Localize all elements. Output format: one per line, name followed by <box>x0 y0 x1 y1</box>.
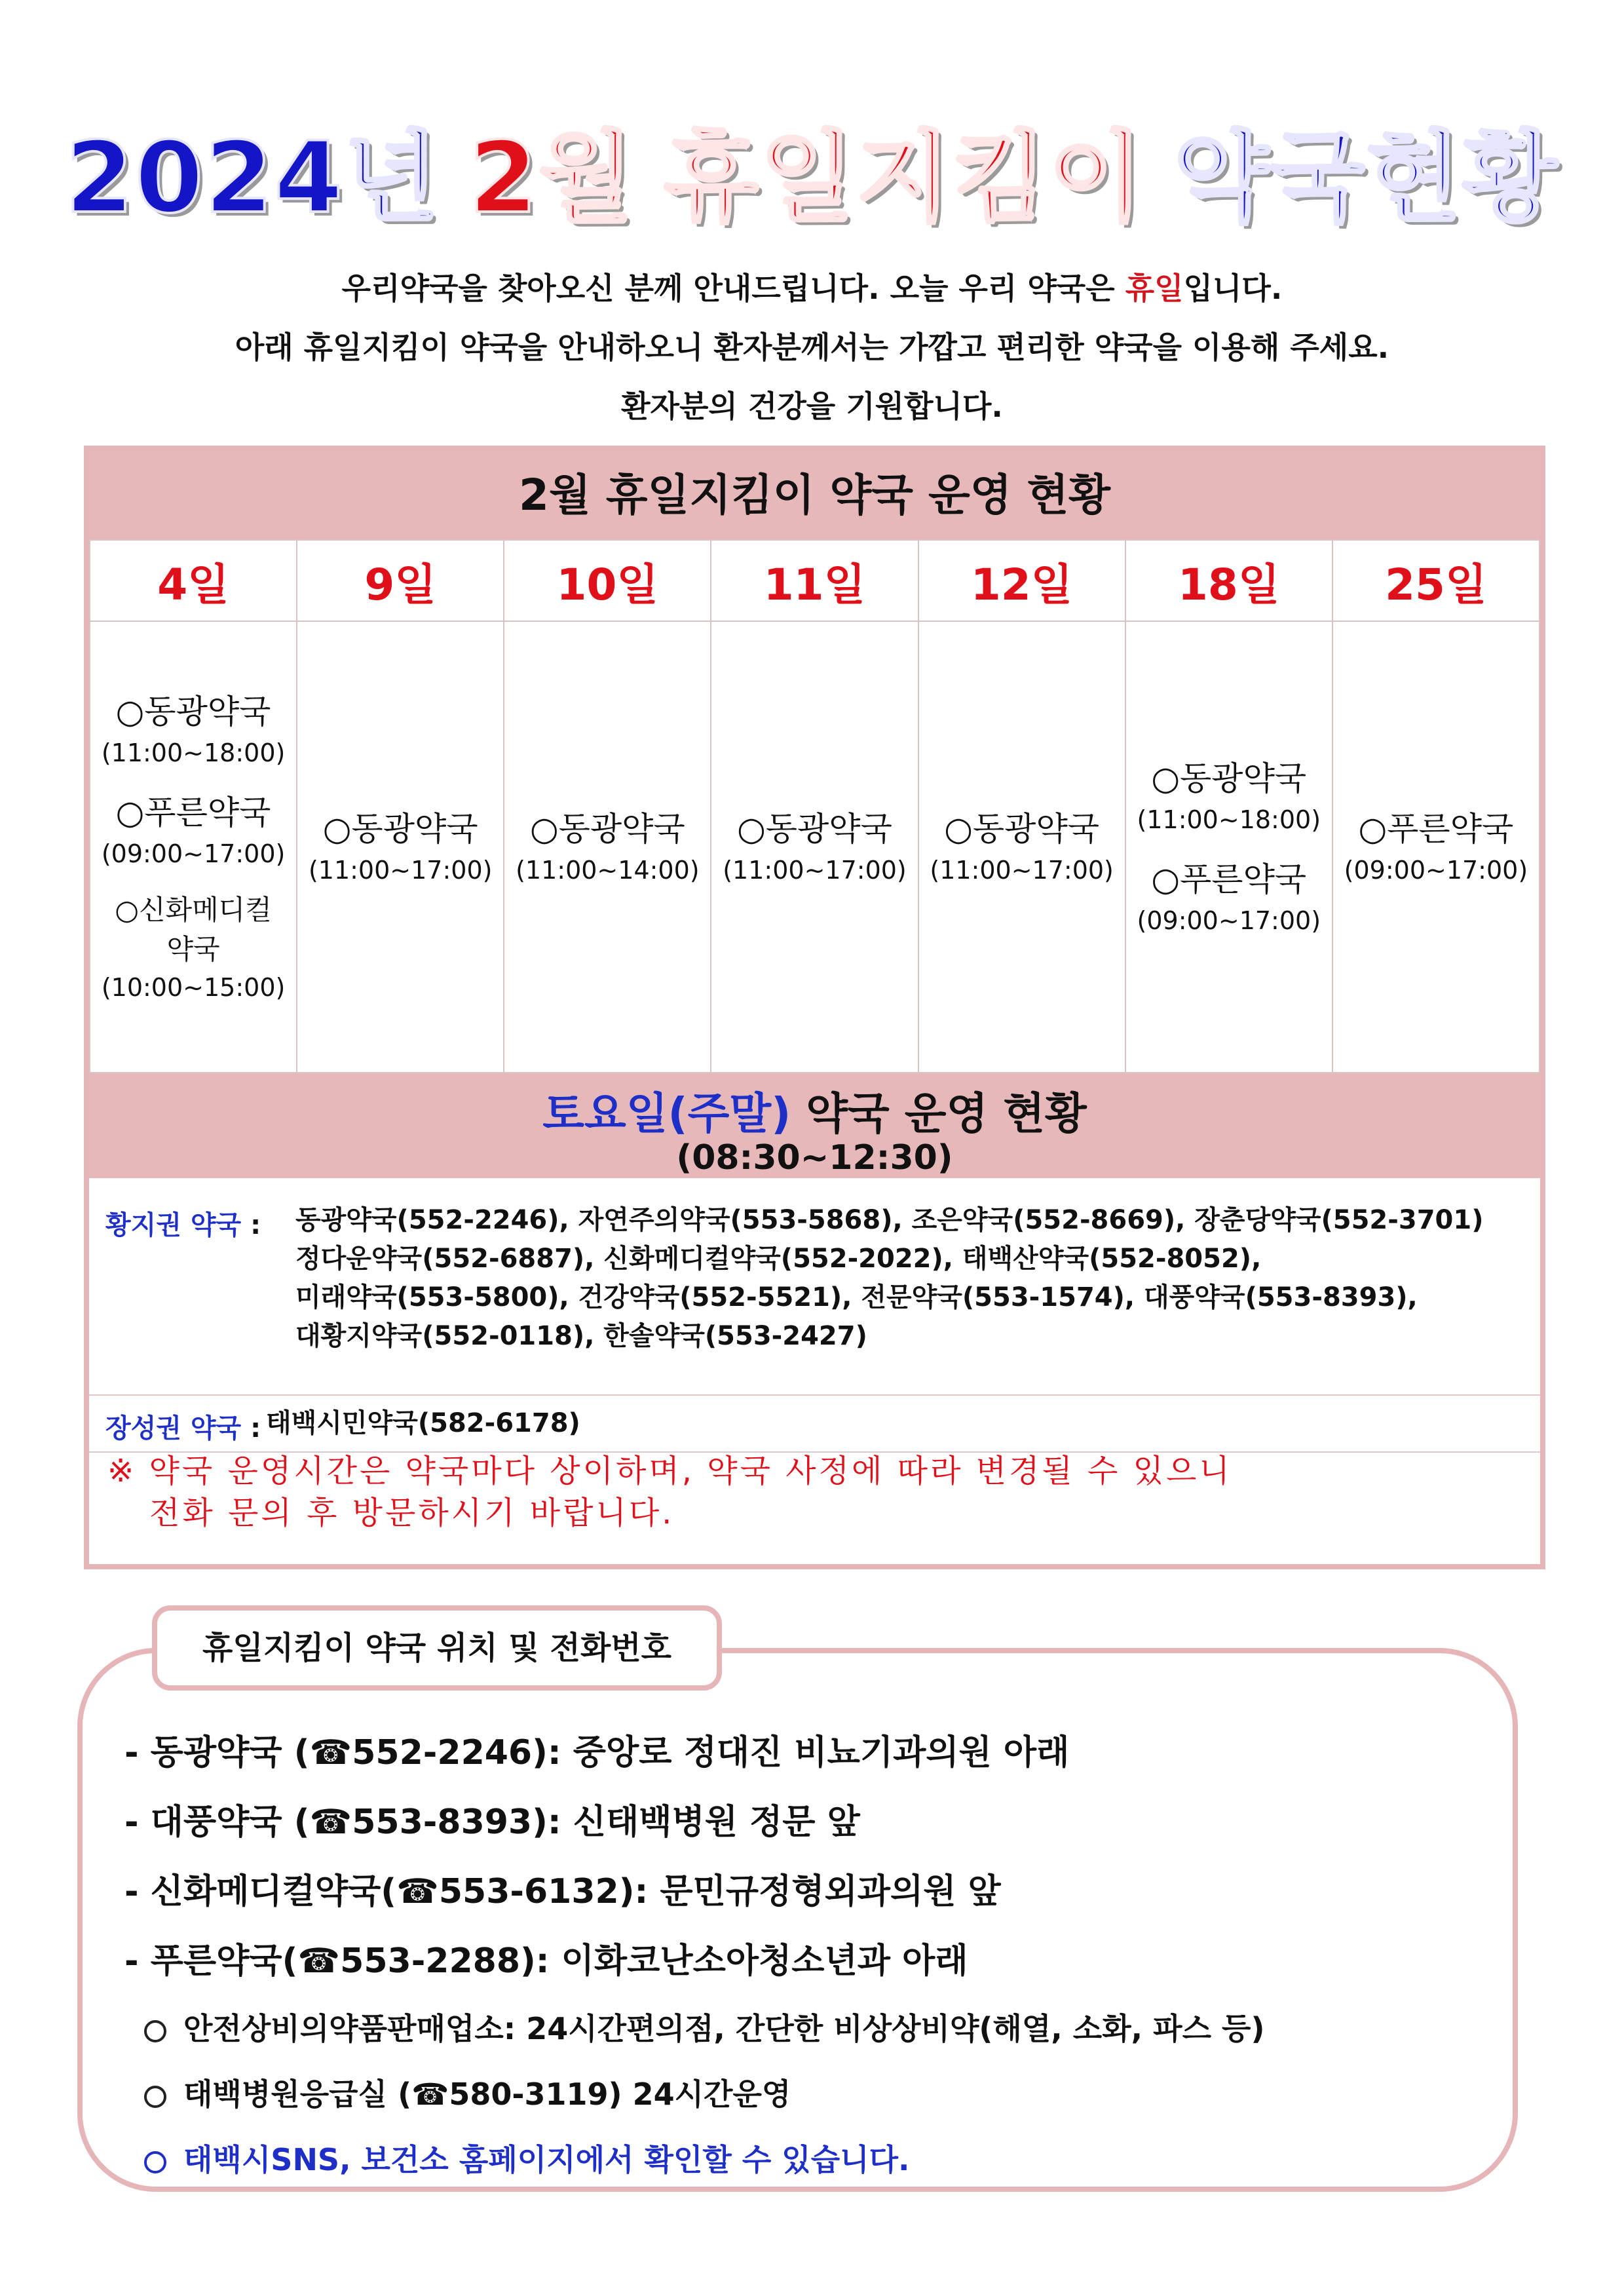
pharmacy-entry <box>1334 806 1538 889</box>
pharmacy-name: ○동광약국 <box>1151 759 1307 797</box>
info-item: - 신화메디컬약국(☎553-6132): 문민규정형외과의원 앞 <box>124 1872 1001 1911</box>
pharmacy-name: ○동광약국 <box>529 809 685 848</box>
info-sub-item <box>144 2127 1264 2192</box>
date-header: 12일 <box>918 540 1125 621</box>
intro-line-1-a: 우리약국을 찾아오신 분께 안내드립니다. 오늘 우리 약국은 <box>341 271 1125 306</box>
region-hwangji <box>89 1178 1540 1396</box>
date-header: 11일 <box>711 540 918 621</box>
notice-line-2: 전화 문의 후 방문하시기 바랍니다. <box>149 1495 675 1531</box>
pharmacy-hours: (11:00~17:00) <box>723 855 907 885</box>
circle-bullet-icon <box>144 2151 166 2173</box>
pharmacy-hours: (11:00~18:00) <box>101 738 286 767</box>
saturday-hours: (08:30~12:30) <box>676 1138 953 1177</box>
pharmacy-hours: (09:00~17:00) <box>1137 906 1321 935</box>
region-line: 미래약국(553-5800), 건강약국(552-5521), 전문약국(553-1574), 대풍약국(553-8393), <box>295 1282 1418 1312</box>
region-jangseong-label <box>105 1407 261 1445</box>
date-header: 18일 <box>1125 540 1332 621</box>
info-tab: 휴일지킴이 약국 위치 및 전화번호 <box>152 1605 722 1691</box>
info-sub-item <box>144 1996 1264 2061</box>
region-line: 정다운약국(552-6887), 신화메디컬약국(552-2022), 태백산약국(552-8052), <box>295 1244 1262 1274</box>
info-item: - 푸른약국(☎553-2288): 이화코난소아청소년과 아래 <box>124 1942 968 1981</box>
saturday-title <box>89 1073 1540 1140</box>
info-item: - 대풍약국 (☎553-8393): 신태백병원 정문 앞 <box>124 1803 860 1842</box>
day-cell <box>918 621 1125 1073</box>
pharmacy-hours: (09:00~17:00) <box>101 839 286 868</box>
pharmacy-hours: (09:00~17:00) <box>1344 855 1528 885</box>
pharmacy-hours: (11:00~17:00) <box>308 855 493 885</box>
notice-line-1: ※ 약국 운영시간은 약국마다 상이하며, 약국 사정에 따라 변경될 수 있으니 <box>107 1453 1232 1489</box>
saturday-title-weekend: 토요일(주말) <box>542 1088 791 1139</box>
pharmacy-entry <box>505 806 709 889</box>
title-end: 약국현황 <box>1173 121 1559 235</box>
date-header: 9일 <box>297 540 504 621</box>
region-hwangji-colon: : <box>241 1210 261 1240</box>
intro-line-3: 환자분의 건강을 기원합니다. <box>621 389 1003 424</box>
notice <box>107 1450 1232 1534</box>
pharmacy-entry <box>1127 756 1331 838</box>
pharmacy-entry <box>91 890 295 1006</box>
pharmacy-hours: (11:00~14:00) <box>516 855 700 885</box>
saturday-heading <box>89 1073 1540 1178</box>
circle-bullet-icon <box>144 2020 166 2042</box>
date-header: 10일 <box>504 540 711 621</box>
region-jangseong-colon: : <box>241 1413 261 1444</box>
region-hwangji-label <box>105 1204 261 1242</box>
pharmacy-entry <box>712 806 916 889</box>
region-jangseong <box>89 1396 1540 1453</box>
day-cell <box>711 621 918 1073</box>
circle-bullet-icon <box>144 2086 166 2108</box>
info-sub-text: 안전상비의약품판매업소: 24시간편의점, 간단한 비상상비약(해열, 소화, 파스 등) <box>183 2011 1265 2046</box>
info-item: - 동광약국 (☎552-2246): 중앙로 정대진 비뇨기과의원 아래 <box>124 1733 1070 1772</box>
pharmacy-name: ○동광약국 <box>737 809 892 848</box>
intro-line-1 <box>0 259 1624 318</box>
pharmacy-name: ○푸른약국 <box>115 793 271 832</box>
day-cell <box>504 621 711 1073</box>
info-sub-item <box>144 2061 1264 2127</box>
intro-text <box>0 259 1624 436</box>
pharmacy-entry <box>1127 856 1331 939</box>
page-title <box>0 98 1624 240</box>
region-line: 대황지약국(552-0118), 한솔약국(553-2427) <box>295 1321 867 1351</box>
day-cell <box>90 621 297 1073</box>
pharmacy-name: ○신화메디컬 약국 <box>115 893 272 965</box>
date-header: 25일 <box>1332 540 1539 621</box>
pharmacy-entry <box>91 790 295 872</box>
intro-line-2: 아래 휴일지킴이 약국을 안내하오니 환자분께서는 가깝고 편리한 약국을 이용해 주세요. <box>235 330 1389 365</box>
info-list <box>124 1718 1264 2192</box>
schedule-heading: 2월 휴일지킴이 약국 운영 현황 <box>89 451 1540 539</box>
title-middle: 휴일지킴이 <box>664 121 1145 235</box>
region-hwangji-label-text: 황지권 약국 <box>105 1210 242 1240</box>
title-year: 2024년 <box>65 121 440 235</box>
schedule-table <box>89 539 1540 1073</box>
day-cell <box>1125 621 1332 1073</box>
pharmacy-row <box>90 621 1539 1073</box>
date-row <box>90 540 1539 621</box>
day-cell <box>1332 621 1539 1073</box>
title-month: 2월 <box>468 121 635 235</box>
info-sub-text: 태백시SNS, 보건소 홈페이지에서 확인할 수 있습니다. <box>183 2142 910 2177</box>
region-line: 동광약국(552-2246), 자연주의약국(553-5868), 조은약국(552-8669), 장춘당약국(552-3701) <box>295 1205 1484 1235</box>
pharmacy-entry <box>91 689 295 771</box>
region-jangseong-label-text: 장성권 약국 <box>105 1413 242 1444</box>
saturday-title-rest: 약국 운영 현황 <box>791 1088 1087 1139</box>
pharmacy-name: ○동광약국 <box>322 809 478 848</box>
intro-holiday-word: 휴일 <box>1125 271 1184 306</box>
day-cell <box>297 621 504 1073</box>
saturday-regions <box>89 1178 1540 1453</box>
pharmacy-name: ○동광약국 <box>115 692 271 731</box>
pharmacy-hours: (11:00~18:00) <box>1137 805 1321 834</box>
region-jangseong-list: 태백시민약국(582-6178) <box>266 1408 580 1438</box>
pharmacy-entry <box>920 806 1124 889</box>
pharmacy-entry <box>298 806 502 889</box>
intro-line-1-b: 입니다. <box>1183 271 1283 306</box>
date-header: 4일 <box>90 540 297 621</box>
pharmacy-hours: (11:00~17:00) <box>930 855 1114 885</box>
info-sub-text: 태백병원응급실 (☎580-3119) 24시간운영 <box>183 2076 791 2112</box>
region-hwangji-list <box>295 1201 1483 1356</box>
pharmacy-hours: (10:00~15:00) <box>101 972 286 1002</box>
pharmacy-name: ○푸른약국 <box>1151 860 1307 898</box>
pharmacy-name: ○동광약국 <box>944 809 1100 848</box>
schedule-box <box>84 446 1545 1569</box>
pharmacy-name: ○푸른약국 <box>1358 809 1514 848</box>
